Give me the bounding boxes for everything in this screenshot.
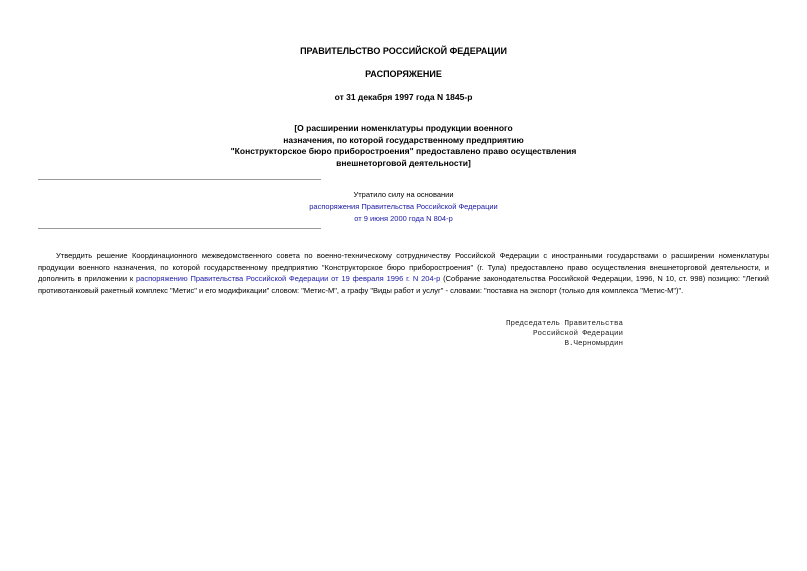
- body-paragraph: [38, 250, 769, 296]
- status-note-text: Утратило силу на основании: [353, 190, 454, 199]
- divider-bottom: [38, 228, 321, 229]
- title-line: назначения, по которой государственному предприятию: [283, 134, 524, 145]
- divider-top: [38, 179, 321, 180]
- signature-block: [506, 319, 623, 349]
- signature-position: Председатель Правительства: [505, 320, 623, 328]
- title-line: [О расширении номенклатуры продукции военного: [294, 123, 513, 133]
- title-line: внешнеторговой деятельности]: [336, 157, 471, 168]
- repeal-link-date[interactable]: от 9 июня 2000 года N 804-р: [354, 214, 453, 223]
- status-note: [0, 189, 807, 225]
- signature-name: В.Черномырдин: [564, 340, 623, 348]
- title-line: "Конструкторское бюро приборостроения" предоставлено право осуществления: [230, 146, 577, 156]
- document-title: [0, 123, 807, 169]
- reference-link[interactable]: распоряжению Правительства Российской Федерации от 19 февраля 1996 г. N 204-р: [135, 274, 441, 283]
- body-text-part1: Утвердить решение Координационного межведомственного совета по военно-техническому сотрудничеству Российской Федерации с иностранными государствами о расширении номенклатуры продукции военного назначения, по которой государственному предприятию "Конструкторское бюро приборостроения" (г. Тула) предоставлено право осуществления внешнеторговой деятельности, и дополнить в приложении к: [38, 251, 769, 283]
- government-header: ПРАВИТЕЛЬСТВО РОССИЙСКОЙ ФЕДЕРАЦИИ: [300, 46, 507, 56]
- repeal-link[interactable]: распоряжения Правительства Российской Федерации: [309, 202, 498, 211]
- body-text-part2: (Собрание законодательства Российской Федерации, 1996, N 10, ст. 998) позицию: "Легкий противотанковый ракетный комплекс "Метис" и его модификации" словом: "Метис-М", а графу "Виды работ и услуг" - словами: "поставка на экспорт (только для комплекса "Метис-М")".: [38, 274, 770, 295]
- document-type: РАСПОРЯЖЕНИЕ: [365, 69, 442, 79]
- signature-country: Российской Федерации: [532, 330, 623, 338]
- document-date-number: от 31 декабря 1997 года N 1845-р: [334, 92, 473, 102]
